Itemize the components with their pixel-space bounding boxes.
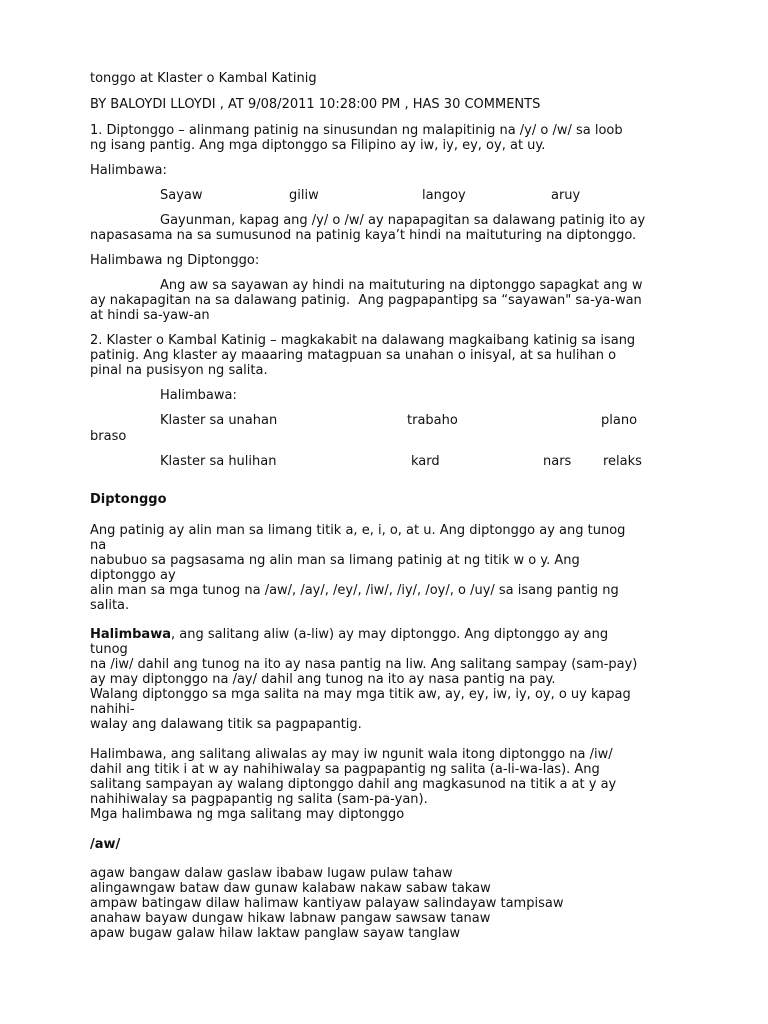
document-title: tonggo at Klaster o Kambal Katinig (90, 71, 317, 86)
word-list-line: alingawngaw bataw daw gunaw kalabaw nakaw sabaw takaw (90, 881, 491, 896)
halimbawa-bold: Halimbawa (90, 627, 171, 642)
halimbawa-diptonggo-label: Halimbawa ng Diptonggo: (90, 253, 260, 268)
klaster-unahan-label: Klaster sa unahan (160, 413, 278, 428)
paragraph-line: dahil ang titik i at w ay nahihiwalay sa pagpapantig ng salita (a-li-wa-las). Ang (90, 762, 600, 777)
halimbawa-label: Halimbawa: (90, 163, 167, 178)
paragraph-line: patinig. Ang klaster ay maaaring matagpuan sa unahan o inisyal, at sa hulihan o (90, 348, 617, 363)
halimbawa-label: Halimbawa: (160, 388, 237, 403)
heading-aw: /aw/ (90, 837, 121, 852)
klaster-word: braso (90, 429, 127, 444)
paragraph-line: na /iw/ dahil ang tunog na ito ay nasa pantig na liw. Ang salitang sampay (sam-pay) (90, 657, 638, 672)
paragraph-line: Gayunman, kapag ang /y/ o /w/ ay napapagitan sa dalawang patinig ito ay (160, 213, 646, 228)
example-word: Sayaw (160, 188, 203, 203)
klaster-word: kard (411, 454, 440, 469)
paragraph-line: 1. Diptonggo – alinmang patinig na sinusundan ng malapitinig na /y/ o /w/ sa loob (90, 123, 623, 138)
paragraph-line: na (90, 538, 107, 553)
word-list-line: ampaw batingaw dilaw halimaw kantiyaw palayaw salindayaw tampisaw (90, 896, 564, 911)
paragraph-line: tunog (90, 642, 128, 657)
heading-diptonggo: Diptonggo (90, 492, 167, 507)
paragraph-line: pinal na pusisyon ng salita. (90, 363, 268, 378)
byline: BY BALOYDI LLOYDI , AT 9/08/2011 10:28:00 PM , HAS 30 COMMENTS (90, 97, 541, 112)
klaster-word: plano (601, 413, 638, 428)
paragraph-line: salita. (90, 598, 130, 613)
paragraph-line: at hindi sa-yaw-an (90, 308, 210, 323)
paragraph-line: Mga halimbawa ng mga salitang may diptonggo (90, 807, 405, 822)
klaster-word: trabaho (407, 413, 458, 428)
paragraph-text: , ang salitang aliw (a-liw) ay may diptonggo. Ang diptonggo ay ang (170, 627, 609, 642)
paragraph-line: Ang aw sa sayawan ay hindi na maituturing na diptonggo sapagkat ang w (160, 278, 643, 293)
paragraph-line: Ang patinig ay alin man sa limang titik a, e, i, o, at u. Ang diptonggo ay ang tunog (90, 523, 626, 538)
paragraph-line: walay ang dalawang titik sa pagpapantig. (90, 717, 362, 732)
paragraph-line: diptonggo ay (90, 568, 176, 583)
example-word: langoy (422, 188, 466, 203)
paragraph-line: ay nakapagitan na sa dalawang patinig. Ang pagpapantipg sa “sayawan" sa-ya-wan (90, 293, 642, 308)
word-list-line: agaw bangaw dalaw gaslaw ibabaw lugaw pulaw tahaw (90, 866, 453, 881)
paragraph-line: nabubuo sa pagsasama ng alin man sa limang patinig at ng titik w o y. Ang (90, 553, 580, 568)
word-list-line: apaw bugaw galaw hilaw laktaw panglaw sayaw tanglaw (90, 926, 461, 941)
word-list-line: anahaw bayaw dungaw hikaw labnaw pangaw sawsaw tanaw (90, 911, 491, 926)
klaster-hulihan-label: Klaster sa hulihan (160, 454, 277, 469)
paragraph-line: ay may diptonggo na /ay/ dahil ang tunog na ito ay nasa pantig na pay. (90, 672, 556, 687)
example-word: giliw (289, 188, 319, 203)
klaster-word: nars (543, 454, 572, 469)
klaster-word: relaks (603, 454, 642, 469)
paragraph-line: 2. Klaster o Kambal Katinig – magkakabit na dalawang magkaibang katinig sa isang (90, 333, 636, 348)
paragraph-line: nahihiwalay sa pagpapantig ng salita (sam-pa-yan). (90, 792, 428, 807)
paragraph-line: nahihi- (90, 702, 135, 717)
paragraph-line: napasasama na sa sumusunod na patinig kaya’t hindi na maituturing na diptonggo. (90, 228, 637, 243)
paragraph-line: ng isang pantig. Ang mga diptonggo sa Filipino ay iw, iy, ey, oy, at uy. (90, 138, 546, 153)
paragraph-line: Halimbawa, ang salitang aliwalas ay may iw ngunit wala itong diptonggo na /iw/ (90, 747, 613, 762)
paragraph-line (90, 627, 608, 642)
example-word: aruy (551, 188, 581, 203)
paragraph-line: Walang diptonggo sa mga salita na may mga titik aw, ay, ey, iw, iy, oy, o uy kapag (90, 687, 631, 702)
paragraph-line: salitang sampayan ay walang diptonggo dahil ang magkasunod na titik a at y ay (90, 777, 617, 792)
paragraph-line: alin man sa mga tunog na /aw/, /ay/, /ey/, /iw/, /iy/, /oy/, o /uy/ sa isang pantig ng (90, 583, 619, 598)
